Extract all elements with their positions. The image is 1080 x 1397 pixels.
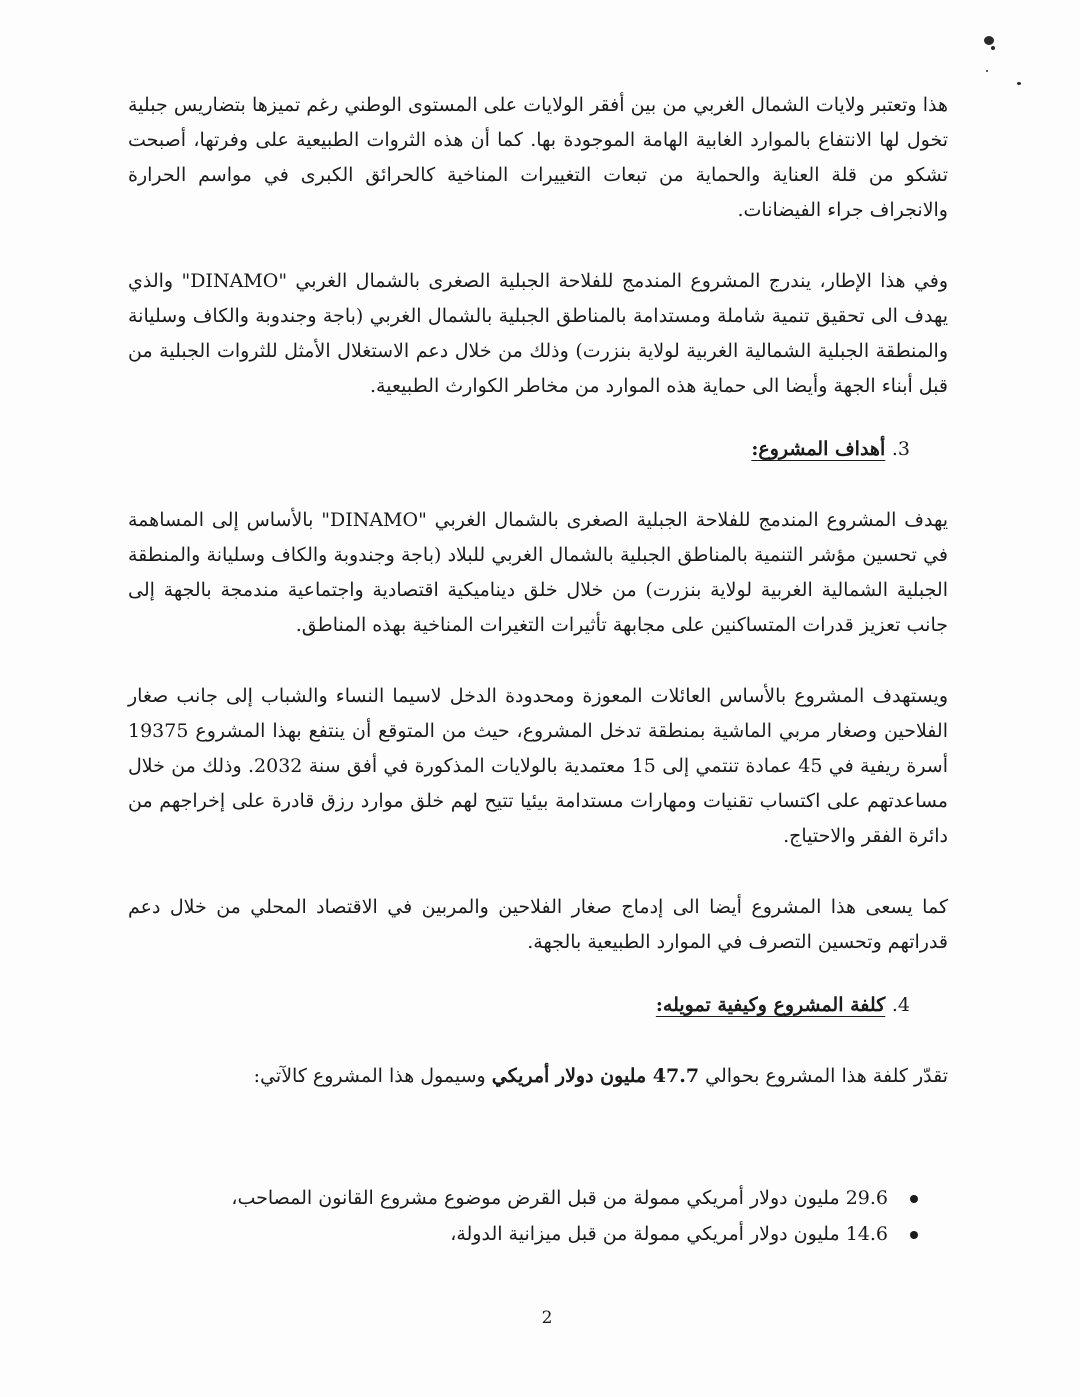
scan-speck — [991, 46, 995, 50]
paragraph-project-goal: يهدف المشروع المندمج للفلاحة الجبلية الصغرى بالشمال الغربي "DINAMO" بالأساس إلى المساهمة في تحسين مؤشر التنمية بالمناطق الجبلية بالشمال الغربي للبلاد (باجة وجندوبة والكاف وسليانة والمنطقة الجبلية الشمالية الغربية لولاية بنزرت) من خلال خلق ديناميكية اقتصادية واجتماعية مندمجة بالجهة إلى جانب تعزيز قدرات المتساكنين على مجابهة تأثيرات التغيرات المناخية بهذه المناطق. — [128, 509, 948, 636]
scan-speck — [1017, 82, 1021, 85]
document-body — [128, 88, 948, 1252]
funding-item-text: 14.6 مليون دولار أمريكي ممولة من قبل ميزانية الدولة، — [450, 1223, 888, 1245]
paragraph-dinamo-framework: وفي هذا الإطار، يندرج المشروع المندمج للفلاحة الجبلية الصغرى بالشمال الغربي "DINAMO" والذي يهدف الى تحقيق تنمية شاملة ومستدامة بالمناطق الجبلية بالشمال الغربي (باجة وجندوبة والكاف وسليانة والمنطقة الجبلية الشمالية الغربية لولاية بنزرت) وذلك من خلال دعم الاستغلال الأمثل للثروات الجبلية من قبل أبناء الجهة وأيضا الى حماية هذه الموارد من مخاطر الكوارث الطبيعية. — [128, 270, 948, 397]
section-heading-cost — [128, 988, 948, 1023]
list-item — [128, 1216, 918, 1252]
section-title: أهداف المشروع: — [751, 438, 886, 460]
paragraph-integration: كما يسعى هذا المشروع أيضا الى إدماج صغار الفلاحين والمربين في الاقتصاد المحلي من خلال دعم قدراتهم وتحسين التصرف في الموارد الطبيعية بالجهة. — [128, 896, 948, 953]
page-number: 2 — [541, 1308, 553, 1328]
section-heading-objectives — [128, 432, 948, 467]
section-number: 3. — [891, 438, 910, 460]
funding-list — [128, 1180, 948, 1252]
bullet-icon — [910, 1231, 918, 1239]
section-title: كلفة المشروع وكيفية تمويله: — [655, 994, 886, 1016]
list-item — [128, 1180, 918, 1216]
cost-suffix: وسيمول هذا المشروع كالآتي: — [253, 1065, 486, 1087]
section-number: 4. — [891, 994, 910, 1016]
paragraph-cost-summary — [128, 1059, 948, 1094]
cost-prefix: تقدّر كلفة هذا المشروع بحوالي — [705, 1065, 948, 1087]
cost-amount: 47.7 مليون دولار أمريكي — [491, 1065, 700, 1087]
bullet-icon — [910, 1195, 918, 1203]
paragraph-target-beneficiaries: ويستهدف المشروع بالأساس العائلات المعوزة ومحدودة الدخل لاسيما النساء والشباب إلى جانب صغار الفلاحين وصغار مربي الماشية بمنطقة تدخل المشروع، حيث من المتوقع أن ينتفع بهذا المشروع 19375 أسرة ريفية في 45 عمادة تنتمي إلى 15 معتمدية بالولايات المذكورة في أفق سنة 2032. وذلك من خلال مساعدتهم على اكتساب تقنيات ومهارات مستدامة بيئيا تتيح لهم خلق موارد رزق قادرة على إخراجهم من دائرة الفقر والاحتياج. — [128, 685, 948, 847]
scan-speck — [986, 70, 988, 72]
funding-item-text: 29.6 مليون دولار أمريكي ممولة من قبل القرض موضوع مشروع القانون المصاحب، — [231, 1187, 888, 1209]
scan-speck — [984, 36, 994, 45]
paragraph-northwest-poverty: هذا وتعتبر ولايات الشمال الغربي من بين أفقر الولايات على المستوى الوطني رغم تميزها بتضاريس جبلية تخول لها الانتفاع بالموارد الغابية الهامة الموجودة بها. كما أن هذه الثروات الطبيعية على وفرتها، أصبحت تشكو من قلة العناية والحماية من تبعات التغييرات المناخية كالحرائق الكبرى في مواسم الحرارة والانجراف جراء الفيضانات. — [128, 94, 948, 221]
